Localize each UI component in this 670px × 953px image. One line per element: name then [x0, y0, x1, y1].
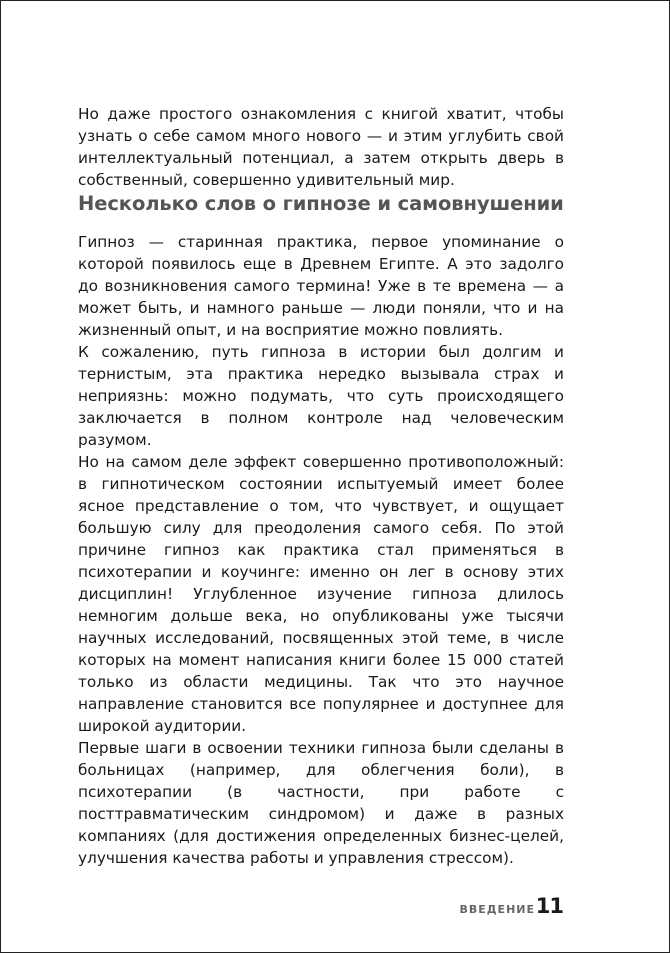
body-paragraph: Гипноз — старинная практика, первое упоминание о которой появилось еще в Древнем Египте. А это задолго до возникновения самого термина! Уже в те времена — а может быть, и намного раньше — люди поняли, что и на жизненный опыт, и на восприятие можно повлиять. [78, 233, 564, 339]
intro-paragraph: Но даже простого ознакомления с книгой хватит, чтобы узнать о себе самом много нового — и этим углубить свой интеллектуальный потенциал, а затем открыть дверь в собственный, совершенно удивительный мир. [78, 105, 564, 189]
page-number: 11 [535, 894, 563, 918]
body-paragraph: Первые шаги в освоении техники гипноза были сделаны в больницах (например, для облегчения боли), в психотерапии (в частности, при работе с посттравматическим синдромом) и даже в разных компаниях (для достижения определенных бизнес-целей, улучшения качества работы и управления стрессом). [78, 739, 564, 867]
page-content [78, 103, 564, 869]
body-paragraph: Но на самом деле эффект совершенно противоположный: в гипнотическом состоянии испытуемый имеет более ясное представление о том, что чувствует, и ощущает большую силу для преодоления самого себя. По этой причине гипноз как практика стал применяться в психотерапии и коучинге: именно он лег в основу этих дисциплин! Углубленное изучение гипноза длилось немногим дольше века, но опубликованы уже тысячи научных исследований, посвященных этой теме, в числе которых на момент написания книги более 15 000 статей только из области медицины. Так что это научное направление становится все популярнее и доступнее для широкой аудитории. [78, 453, 564, 735]
running-head: ВВЕДЕНИЕ [459, 903, 535, 916]
page-footer [1, 894, 563, 924]
section-heading: Несколько слов о гипнозе и самовнушении [78, 192, 564, 215]
body-paragraph: К сожалению, путь гипноза в истории был долгим и тернистым, эта практика нередко вызывала страх и неприязнь: можно подумать, что суть происходящего заключается в полном контроле над человеческим разумом. [78, 343, 564, 449]
